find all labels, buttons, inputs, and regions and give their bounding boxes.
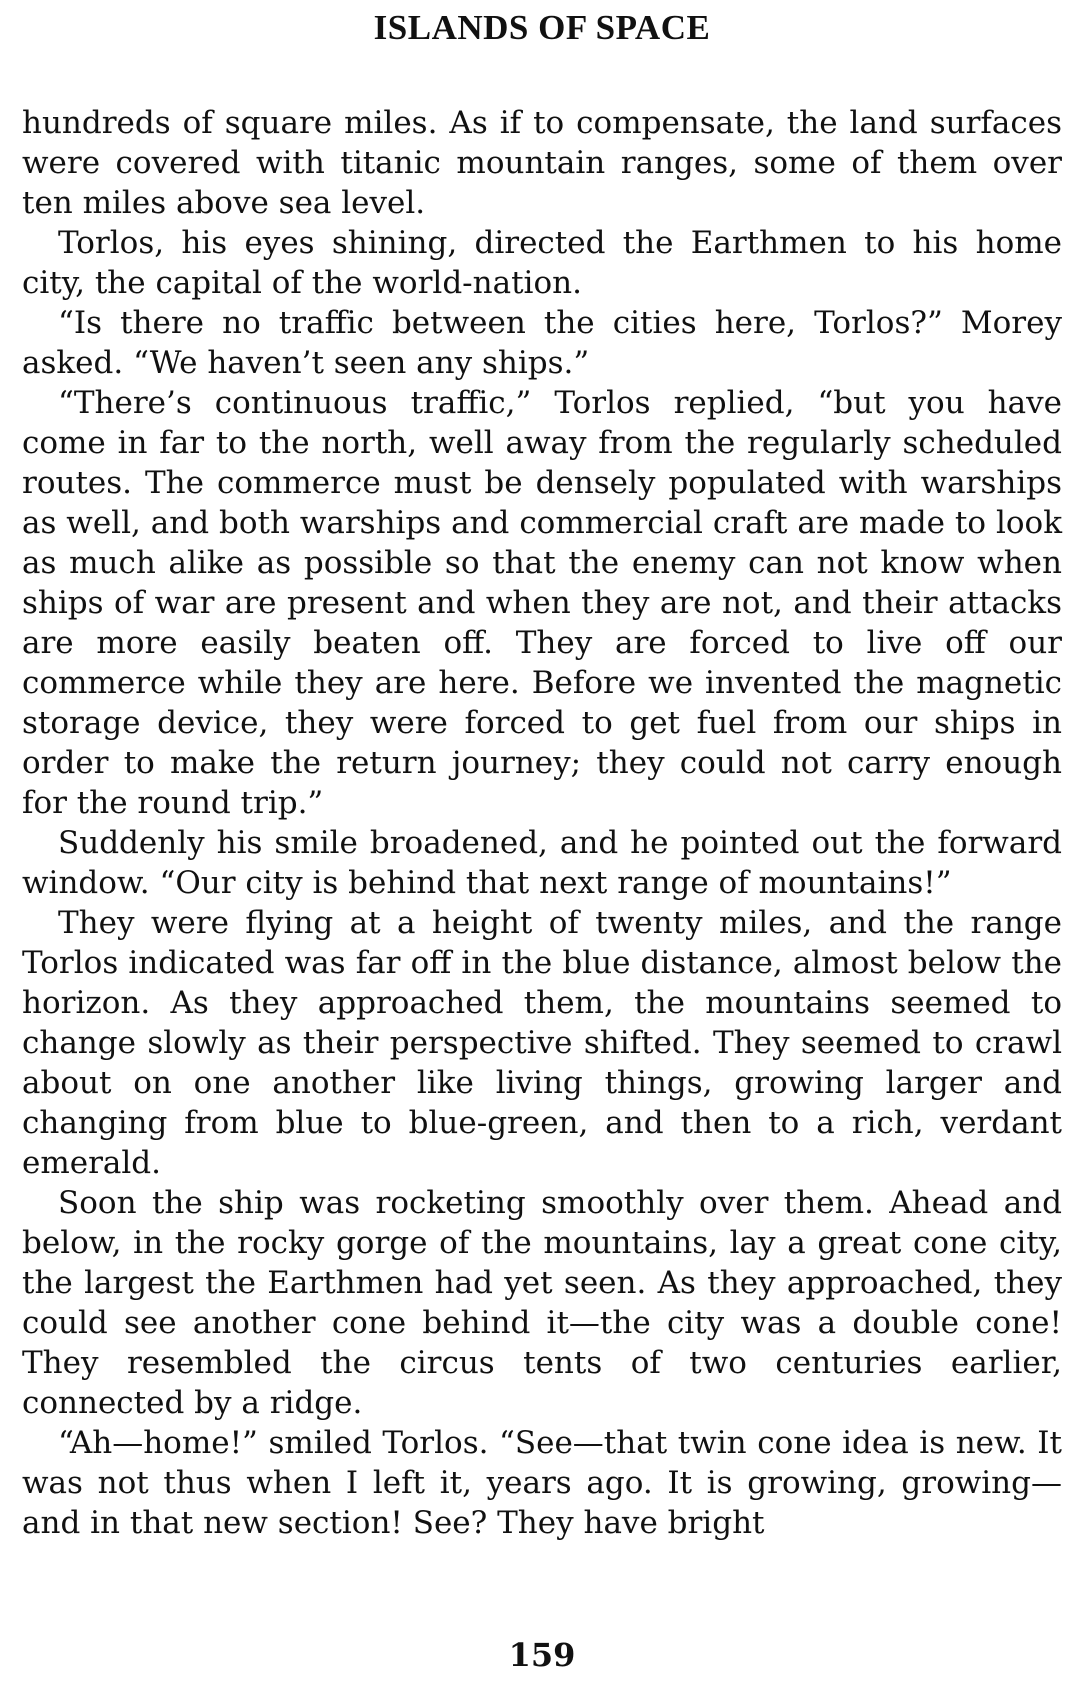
paragraph: Soon the ship was rocketing smoothly over them. Ahead and below, in the rocky gorge of the mountains, lay a great cone city, the largest the Earthmen had yet seen. As they approached, they could see another cone behind it—the city was a double cone! They resembled the circus tents of two centuries earlier, connected by a ridge.	[22, 1185, 1062, 1421]
paragraph: Torlos, his eyes shining, directed the Earthmen to his home city, the capital of the world-nation.	[22, 225, 1062, 301]
page-number: 159	[508, 1636, 576, 1674]
body-text	[22, 103, 1062, 1543]
paragraph: “Ah—home!” smiled Torlos. “See—that twin cone idea is new. It was not thus when I left it, years ago. It is growing, growing—and in that new section! See? They have bright	[22, 1425, 1062, 1541]
paragraph: “There’s continuous traffic,” Torlos replied, “but you have come in far to the north, well away from the regularly scheduled routes. The commerce must be densely populated with warships as well, and both warships and commercial craft are made to look as much alike as possible so that the enemy can not know when ships of war are present and when they are not, and their attacks are more easily beaten off. They are forced to live off our commerce while they are here. Before we invented the magnetic storage device, they were forced to get fuel from our ships in order to make the return journey; they could not carry enough for the round trip.”	[22, 385, 1062, 821]
paragraph: Suddenly his smile broadened, and he pointed out the forward window. “Our city is behind that next range of mountains!”	[22, 825, 1062, 901]
paragraph: They were flying at a height of twenty miles, and the range Torlos indicated was far off in the blue distance, almost below the horizon. As they approached them, the mountains seemed to change slowly as their perspective shifted. They seemed to crawl about on one another like living things, growing larger and changing from blue to blue-green, and then to a rich, verdant emerald.	[22, 905, 1062, 1181]
paragraph: “Is there no traffic between the cities here, Torlos?” Morey asked. “We haven’t seen any ships.”	[22, 305, 1062, 381]
running-header: ISLANDS OF SPACE	[373, 8, 711, 47]
paragraph-continued: hundreds of square miles. As if to compensate, the land surfaces were covered with titanic mountain ranges, some of them over ten miles above sea level.	[22, 105, 1062, 221]
